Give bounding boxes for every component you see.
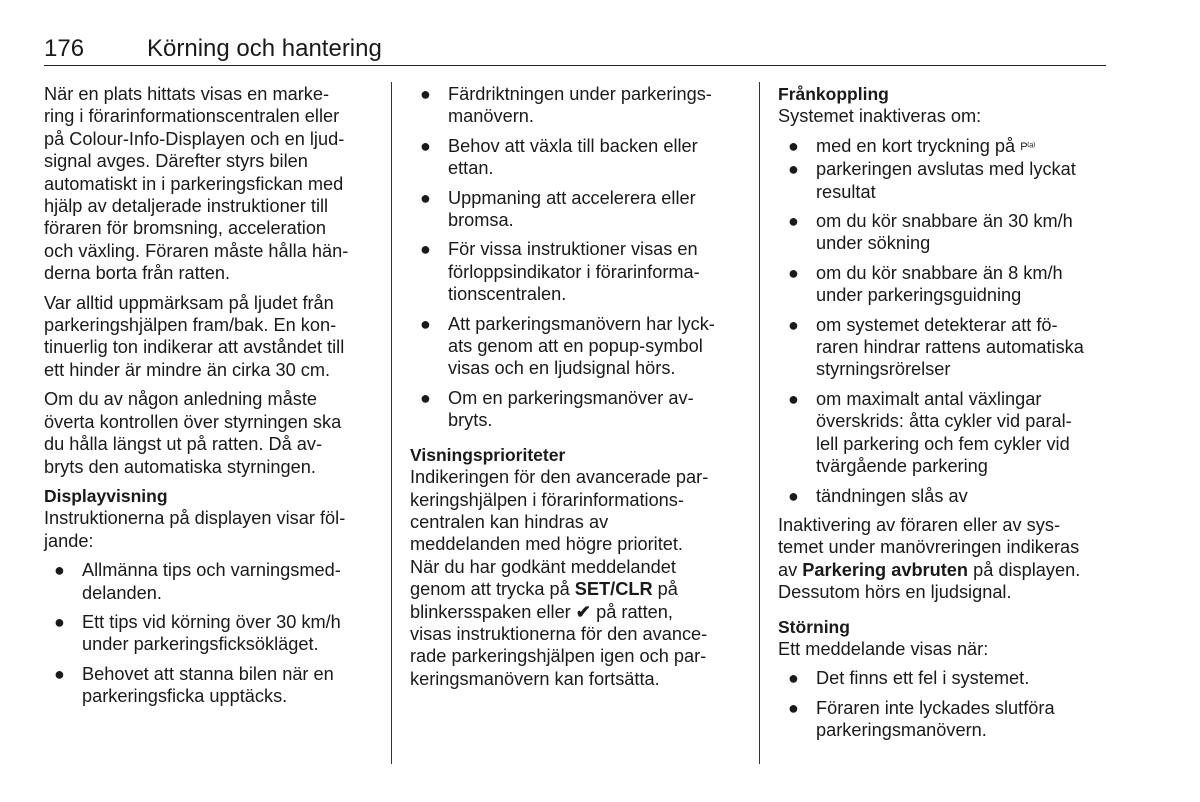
bullet-icon: ● xyxy=(420,135,431,156)
list-item-text: om du kör snabbare än 8 km/h under parkeringsguidning xyxy=(816,262,1063,306)
text: blinkersspaken eller xyxy=(410,601,576,622)
paragraph: Instruktionerna på displayen visar föl- jande: xyxy=(44,508,346,551)
paragraph xyxy=(410,466,746,690)
column-3 xyxy=(778,83,1110,749)
bullet-list xyxy=(778,158,1110,507)
list-item-text: Om en parkeringsmanöver av- bryts. xyxy=(448,387,694,431)
paragraph: Var alltid uppmärksam på ljudet från parkeringshjälpen fram/bak. En kon- tinuerlig ton indikerar att avståndet till ett hinder är mindre än cirka 30 cm. xyxy=(44,292,345,380)
bullet-icon: ● xyxy=(788,159,799,180)
list-item-text: Behov att växla till backen eller ettan. xyxy=(448,135,698,179)
check-icon: ✔ xyxy=(575,601,592,622)
list-item xyxy=(778,667,1110,689)
text: på ratten, xyxy=(591,601,673,622)
bullet-icon: ● xyxy=(788,485,799,506)
list-item-text: Att parkeringsmanövern har lyck- ats genom att en popup-symbol visas och en ljudsignal hörs. xyxy=(448,313,715,379)
bullet-icon: ● xyxy=(420,387,431,408)
bullet-icon: ● xyxy=(54,663,65,684)
bullet-icon: ● xyxy=(420,187,431,208)
list-item-text: Uppmaning att accelerera eller bromsa. xyxy=(448,187,696,231)
bullet-icon: ● xyxy=(54,611,65,632)
list-item-text: Det finns ett fel i systemet. xyxy=(816,668,1030,689)
list-item-text: parkeringen avslutas med lyckat resultat xyxy=(816,159,1076,202)
paragraph: Systemet inaktiveras om: xyxy=(778,106,982,127)
list-item-text: För vissa instruktioner visas en förloppsindikator i förarinforma- tionscentralen. xyxy=(448,239,700,305)
paragraph: Ett meddelande visas när: xyxy=(778,638,989,659)
paragraph: När en plats hittats visas en marke- ring i förarinformationscentralen eller på Colour-Info-Displayen och en ljud- signal avges. Därefter styrs bilen automatiskt in i parkeringsfickan med hjälp av detaljerade instruktioner till föraren för bromsning, acceleration och växling. Föraren måste hålla hän- derna borta från ratten. xyxy=(44,84,349,284)
bullet-list xyxy=(44,559,376,707)
section-heading: Störning xyxy=(778,616,850,637)
section-heading: Displayvisning xyxy=(44,485,168,506)
bullet-icon: ● xyxy=(788,668,799,689)
list-item-text: Ett tips vid körning över 30 km/h under parkeringsficksökläget. xyxy=(82,611,341,655)
list-item xyxy=(778,485,1110,507)
list-item-text: Färdriktningen under parkerings- manövern. xyxy=(448,84,712,127)
bullet-icon: ● xyxy=(788,262,799,283)
text: med en kort tryckning på xyxy=(816,135,1021,156)
text-lines: Indikeringen för den avancerade par- keringshjälpen i förarinformations- centralen kan hindras av meddelanden med högre prioritet. När du har godkänt meddelandet xyxy=(410,467,709,577)
bullet-icon: ● xyxy=(420,84,431,104)
list-item xyxy=(410,135,746,180)
bullet-icon: ● xyxy=(788,314,799,335)
paragraph: Om du av någon anledning måste överta kontrollen över styrningen ska du hålla längst ut på ratten. Då av- bryts den automatiska styrningen. xyxy=(44,389,342,477)
list-item xyxy=(778,697,1110,742)
list-item xyxy=(410,238,746,305)
list-item xyxy=(778,314,1110,381)
chapter-title: Körning och hantering xyxy=(147,35,382,62)
list-item xyxy=(778,158,1110,203)
column-divider-2 xyxy=(759,82,760,764)
text: av xyxy=(778,559,803,580)
list-item xyxy=(778,388,1110,478)
header-rule xyxy=(44,65,1106,66)
column-divider-1 xyxy=(391,82,392,764)
list-item xyxy=(410,313,746,380)
text: Dessutom hörs en ljudsignal. xyxy=(778,582,1012,603)
text-lines: visas instruktionerna för den avance- rade parkeringshjälpen igen och par- keringsmanövern kan fortsätta. xyxy=(410,623,708,689)
list-item xyxy=(44,559,376,604)
list-item-text: om maximalt antal växlingar överskrids: åtta cykler vid paral- lell parkering och fem cykler vid tvärgående parkering xyxy=(816,388,1072,477)
bullet-list xyxy=(778,135,1110,158)
list-item xyxy=(778,210,1110,255)
list-item xyxy=(44,611,376,656)
list-item xyxy=(44,663,376,708)
list-item xyxy=(410,387,746,432)
text: genom att trycka på xyxy=(410,579,575,600)
bullet-icon: ● xyxy=(788,388,799,409)
text: på displayen. xyxy=(968,559,1081,580)
column-1 xyxy=(44,83,376,715)
text-lines: Inaktivering av föraren eller av sys- temet under manövreringen indikeras xyxy=(778,514,1080,558)
section-heading: Frånkoppling xyxy=(778,84,889,104)
button-name: SET/CLR xyxy=(574,579,653,600)
list-item xyxy=(410,83,746,128)
list-item-text: Allmänna tips och varningsmed- delanden. xyxy=(82,560,341,603)
list-item xyxy=(778,262,1110,307)
list-item xyxy=(778,135,1110,158)
bullet-icon: ● xyxy=(420,239,431,260)
page-header xyxy=(44,34,1106,66)
list-item-text: Föraren inte lyckades slutföra parkeringsmanövern. xyxy=(816,697,1055,741)
column-2 xyxy=(410,83,746,697)
bullet-list xyxy=(410,83,746,432)
bullet-icon: ● xyxy=(788,135,799,156)
bullet-icon: ● xyxy=(54,560,65,581)
bullet-list xyxy=(778,667,1110,741)
page-number: 176 xyxy=(44,35,85,62)
display-message: Parkering avbruten xyxy=(802,559,969,580)
section-heading: Visningsprioriteter xyxy=(410,444,566,465)
bullet-icon: ● xyxy=(788,211,799,232)
list-item-text: om systemet detekterar att fö- raren hindrar rattens automatiska styrningsrörelser xyxy=(816,314,1084,380)
list-item-text: tändningen slås av xyxy=(816,485,968,506)
list-item xyxy=(410,187,746,232)
parking-assist-icon: P⁽ᵃ⁾ xyxy=(1020,140,1036,153)
list-item-text: om du kör snabbare än 30 km/h under sökning xyxy=(816,211,1073,254)
list-item-text: Behovet att stanna bilen när en parkeringsficka upptäcks. xyxy=(82,663,334,707)
bullet-icon: ● xyxy=(420,313,431,334)
bullet-icon: ● xyxy=(788,697,799,718)
paragraph xyxy=(778,514,1110,604)
text: på xyxy=(652,579,678,600)
